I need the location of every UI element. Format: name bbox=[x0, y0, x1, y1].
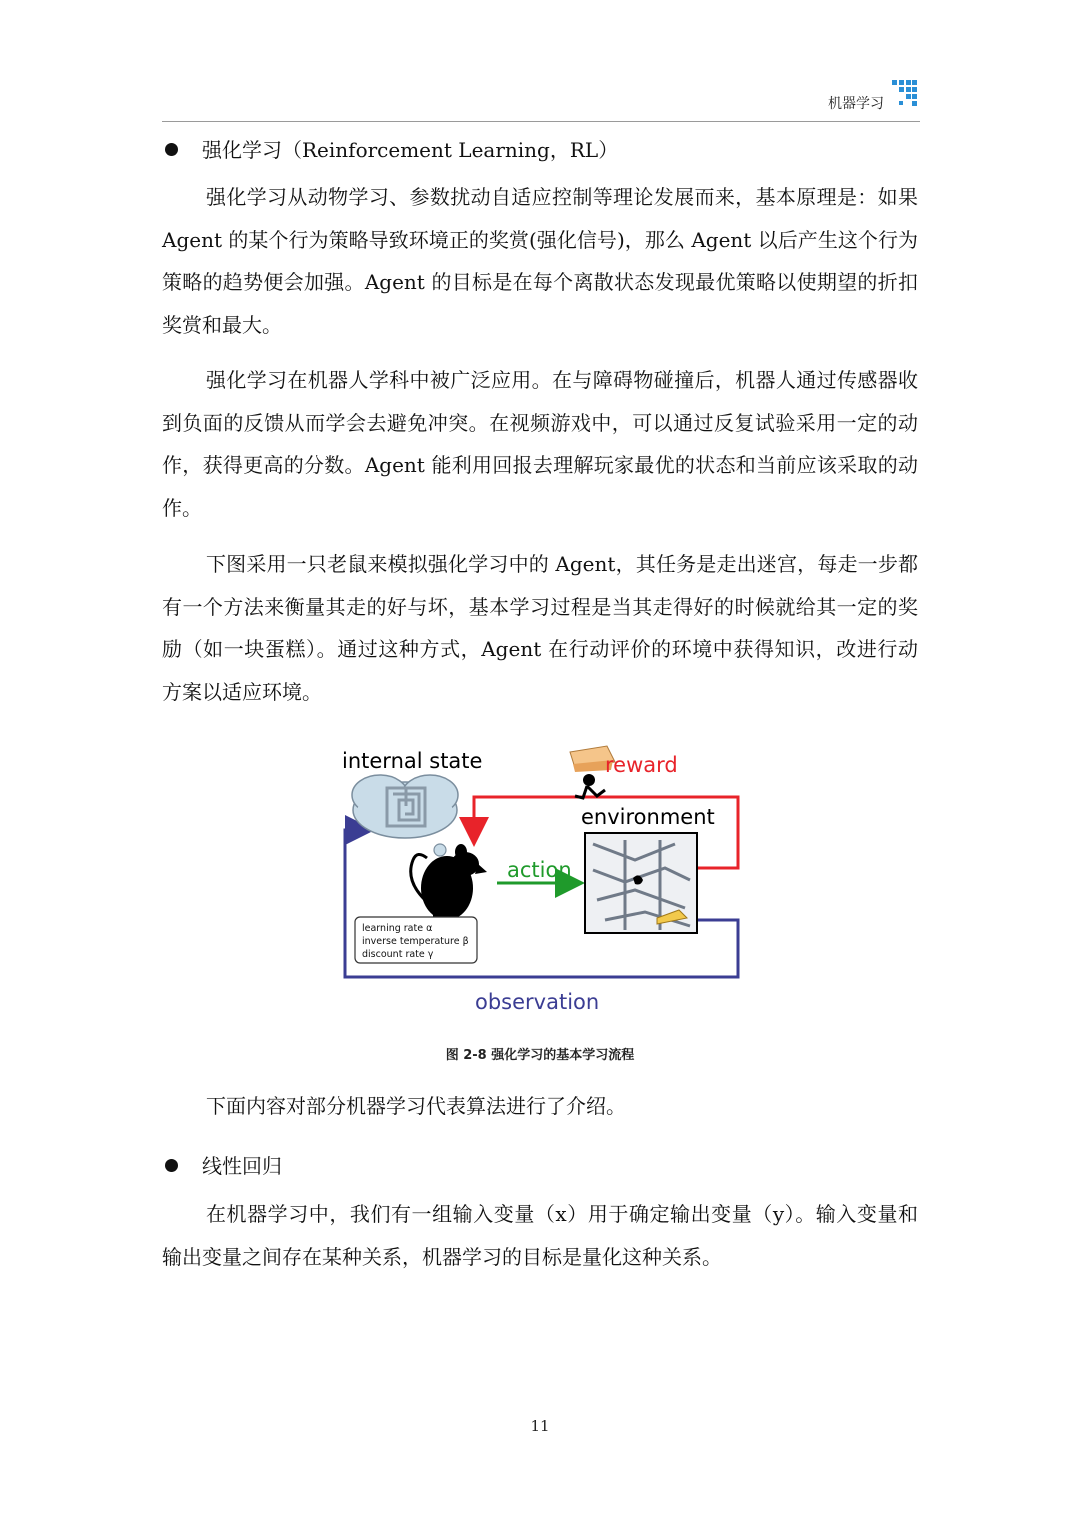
internal-state-label: internal state bbox=[342, 749, 483, 773]
blue-dot-grid-logo-icon bbox=[890, 78, 918, 114]
param-learning-rate: learning rate α bbox=[362, 923, 433, 934]
observation-label: observation bbox=[475, 990, 600, 1014]
param-discount-rate: discount rate γ bbox=[362, 949, 434, 960]
bullet-icon bbox=[165, 143, 178, 156]
bullet-icon bbox=[165, 1159, 178, 1172]
rl-paragraph-2: 强化学习在机器人学科中被广泛应用。在与障碍物碰撞后，机器人通过传感器收到负面的反馈从而学会去避免冲突。在视频游戏中，可以通过反复试验采用一定的动作，获得更高的分数。Agent 能利用回报去理解玩家最优的状态和当前应该采取的动作。 bbox=[162, 368, 918, 520]
rl-paragraph-3: 下图采用一只老鼠来模拟强化学习中的 Agent，其任务是走出迷宫，每走一步都有一个方法来衡量其走的好与坏，基本学习过程是当其走得好的时候就给其一定的奖励（如一块蛋糕）。通过这种方式，Agent 在行动评价的环境中获得知识，改进行动方案以适应环境。 bbox=[162, 552, 918, 704]
lr-heading-text: 线性回归 bbox=[202, 1154, 282, 1178]
environment-label: environment bbox=[581, 805, 715, 829]
intro-paragraph: 下面内容对部分机器学习代表算法进行了介绍。 bbox=[206, 1094, 626, 1118]
mouse-icon bbox=[411, 844, 487, 926]
lr-paragraph-1: 在机器学习中，我们有一组输入变量（x）用于确定输出变量（y）。输入变量和输出变量之间存在某种关系，机器学习的目标是量化这种关系。 bbox=[162, 1202, 918, 1269]
rl-heading-text: 强化学习（Reinforcement Learning，RL） bbox=[202, 138, 619, 162]
lr-heading bbox=[165, 1152, 282, 1180]
param-inverse-temperature: inverse temperature β bbox=[362, 936, 469, 947]
rl-paragraph-1: 强化学习从动物学习、参数扰动自适应控制等理论发展而来，基本原理是：如果 Agent 的某个行为策略导致环境正的奖赏(强化信号)，那么 Agent 以后产生这个行为策略的趋势便会加强。Agent 的目标是在每个离散状态发现最优策略以使期望的折扣奖赏和最大。 bbox=[162, 185, 918, 337]
running-header-title: 机器学习 bbox=[828, 96, 884, 112]
page-number: 11 bbox=[530, 1417, 550, 1435]
rl-diagram bbox=[335, 740, 755, 1029]
rl-heading bbox=[165, 136, 618, 164]
header-divider bbox=[162, 121, 920, 122]
figure-caption: 图 2-8 强化学习的基本学习流程 bbox=[445, 1048, 635, 1063]
action-label: action bbox=[507, 858, 572, 882]
reward-label: reward bbox=[605, 753, 678, 777]
